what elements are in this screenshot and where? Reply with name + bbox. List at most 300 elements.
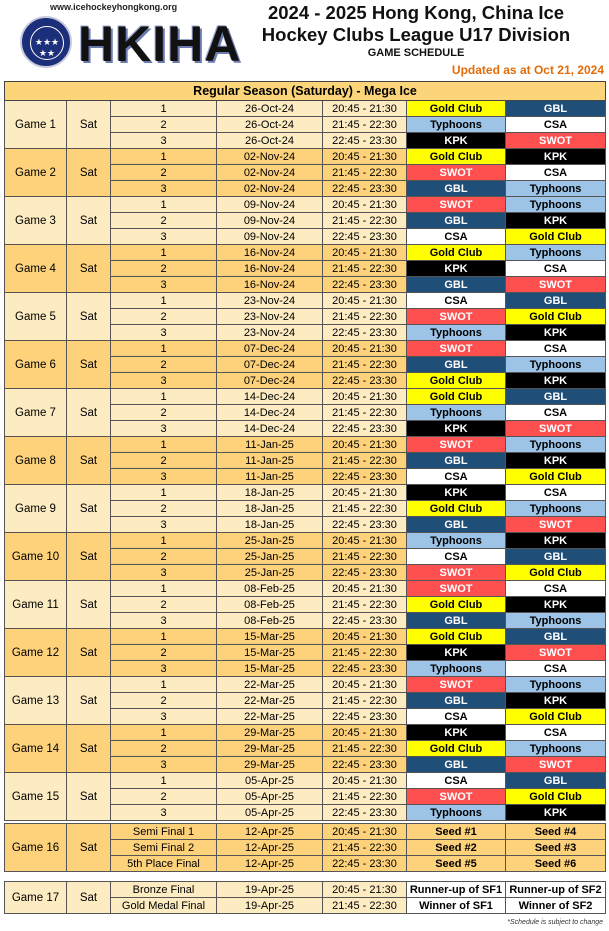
match-date: 08-Feb-25	[217, 581, 323, 597]
finals-table	[4, 881, 606, 914]
table-row	[5, 149, 606, 165]
game-label: Game 3	[5, 197, 67, 245]
table-row	[5, 677, 606, 693]
match-number: 3	[111, 469, 217, 485]
match-time: 21:45 - 22:30	[323, 213, 407, 229]
match-time: 22:45 - 23:30	[323, 133, 407, 149]
match-date: 22-Mar-25	[217, 693, 323, 709]
game-label: Game 14	[5, 725, 67, 773]
game-day: Sat	[67, 725, 111, 773]
away-team: Typhoons	[506, 677, 606, 693]
logo-wordmark: HKIHA	[78, 16, 242, 72]
game-label: Game 5	[5, 293, 67, 341]
match-number: 3	[111, 757, 217, 773]
match-date: 18-Jan-25	[217, 485, 323, 501]
match-time: 22:45 - 23:30	[323, 613, 407, 629]
match-number: 2	[111, 645, 217, 661]
match-number: 1	[111, 293, 217, 309]
game-label: Game 1	[5, 101, 67, 149]
away-team: SWOT	[506, 517, 606, 533]
match-date: 11-Jan-25	[217, 437, 323, 453]
match-number: 3	[111, 661, 217, 677]
match-number: 3	[111, 613, 217, 629]
home-team: KPK	[407, 645, 506, 661]
away-team: Typhoons	[506, 437, 606, 453]
match-number: 2	[111, 261, 217, 277]
home-team: Gold Club	[407, 373, 506, 389]
header	[0, 0, 609, 80]
away-team: CSA	[506, 661, 606, 677]
home-team: Typhoons	[407, 805, 506, 821]
match-number: 3	[111, 181, 217, 197]
match-date: 09-Nov-24	[217, 213, 323, 229]
match-number: 1	[111, 101, 217, 117]
home-team: SWOT	[407, 197, 506, 213]
game-label: Game 8	[5, 437, 67, 485]
home-team: Gold Club	[407, 389, 506, 405]
game-day: Sat	[67, 389, 111, 437]
away-team: KPK	[506, 597, 606, 613]
table-row	[5, 824, 606, 840]
match-time: 22:45 - 23:30	[323, 856, 407, 872]
match-date: 16-Nov-24	[217, 261, 323, 277]
match-time: 20:45 - 21:30	[323, 882, 407, 898]
match-time: 22:45 - 23:30	[323, 229, 407, 245]
match-date: 25-Jan-25	[217, 533, 323, 549]
table-row	[5, 533, 606, 549]
match-time: 20:45 - 21:30	[323, 677, 407, 693]
home-team: CSA	[407, 469, 506, 485]
match-time: 22:45 - 23:30	[323, 565, 407, 581]
match-date: 05-Apr-25	[217, 805, 323, 821]
home-team: Seed #1	[407, 824, 506, 840]
match-number: 3	[111, 421, 217, 437]
game-day: Sat	[67, 245, 111, 293]
home-team: SWOT	[407, 581, 506, 597]
home-team: SWOT	[407, 789, 506, 805]
away-team: KPK	[506, 325, 606, 341]
match-time: 22:45 - 23:30	[323, 661, 407, 677]
game-day: Sat	[67, 293, 111, 341]
regular-season-table	[4, 81, 606, 821]
match-number: 3	[111, 709, 217, 725]
match-number: Gold Medal Final	[111, 898, 217, 914]
game-label: Game 11	[5, 581, 67, 629]
away-team: CSA	[506, 725, 606, 741]
match-date: 23-Nov-24	[217, 325, 323, 341]
match-time: 21:45 - 22:30	[323, 309, 407, 325]
match-date: 23-Nov-24	[217, 309, 323, 325]
match-time: 22:45 - 23:30	[323, 421, 407, 437]
match-time: 21:45 - 22:30	[323, 789, 407, 805]
away-team: CSA	[506, 485, 606, 501]
away-team: GBL	[506, 773, 606, 789]
home-team: SWOT	[407, 677, 506, 693]
away-team: GBL	[506, 549, 606, 565]
table-row	[5, 629, 606, 645]
game-day: Sat	[67, 581, 111, 629]
match-time: 21:45 - 22:30	[323, 693, 407, 709]
home-team: Typhoons	[407, 533, 506, 549]
match-time: 21:45 - 22:30	[323, 741, 407, 757]
game-day: Sat	[67, 533, 111, 581]
game-label: Game 2	[5, 149, 67, 197]
match-number: 1	[111, 437, 217, 453]
match-date: 18-Jan-25	[217, 517, 323, 533]
game-label: Game 9	[5, 485, 67, 533]
match-number: 2	[111, 549, 217, 565]
match-date: 22-Mar-25	[217, 709, 323, 725]
away-team: SWOT	[506, 421, 606, 437]
match-time: 21:45 - 22:30	[323, 840, 407, 856]
game-day: Sat	[67, 485, 111, 533]
away-team: Typhoons	[506, 245, 606, 261]
away-team: Gold Club	[506, 309, 606, 325]
home-team: KPK	[407, 725, 506, 741]
home-team: GBL	[407, 757, 506, 773]
home-team: Typhoons	[407, 325, 506, 341]
away-team: Gold Club	[506, 789, 606, 805]
footnote: *Schedule is subject to change	[507, 919, 603, 926]
match-date: 02-Nov-24	[217, 181, 323, 197]
home-team: GBL	[407, 517, 506, 533]
match-number: 3	[111, 565, 217, 581]
match-date: 11-Jan-25	[217, 453, 323, 469]
match-time: 21:45 - 22:30	[323, 645, 407, 661]
match-date: 07-Dec-24	[217, 341, 323, 357]
section-title: Regular Season (Saturday) - Mega Ice	[5, 82, 606, 101]
match-number: 2	[111, 453, 217, 469]
match-date: 05-Apr-25	[217, 773, 323, 789]
away-team: GBL	[506, 629, 606, 645]
home-team: Gold Club	[407, 629, 506, 645]
match-number: 1	[111, 485, 217, 501]
emblem-icon: ★★★ ★★	[20, 16, 72, 68]
match-time: 21:45 - 22:30	[323, 117, 407, 133]
home-team: SWOT	[407, 309, 506, 325]
match-number: 3	[111, 277, 217, 293]
home-team: CSA	[407, 549, 506, 565]
match-time: 20:45 - 21:30	[323, 773, 407, 789]
away-team: Typhoons	[506, 357, 606, 373]
match-date: 12-Apr-25	[217, 840, 323, 856]
game-day: Sat	[67, 824, 111, 872]
match-number: Bronze Final	[111, 882, 217, 898]
match-time: 22:45 - 23:30	[323, 757, 407, 773]
match-number: 2	[111, 501, 217, 517]
match-number: 1	[111, 389, 217, 405]
match-number: 3	[111, 373, 217, 389]
page-subtitle: GAME SCHEDULE	[367, 47, 465, 59]
match-time: 21:45 - 22:30	[323, 549, 407, 565]
match-date: 15-Mar-25	[217, 661, 323, 677]
away-team: Typhoons	[506, 741, 606, 757]
away-team: SWOT	[506, 645, 606, 661]
match-number: 1	[111, 197, 217, 213]
website-url: www.icehockeyhongkong.org	[50, 2, 178, 12]
hkiha-logo	[8, 2, 242, 76]
match-date: 18-Jan-25	[217, 501, 323, 517]
match-date: 26-Oct-24	[217, 101, 323, 117]
match-time: 20:45 - 21:30	[323, 629, 407, 645]
match-time: 20:45 - 21:30	[323, 341, 407, 357]
home-team: Seed #2	[407, 840, 506, 856]
away-team: Typhoons	[506, 613, 606, 629]
home-team: Gold Club	[407, 101, 506, 117]
match-date: 29-Mar-25	[217, 741, 323, 757]
away-team: CSA	[506, 117, 606, 133]
away-team: Winner of SF2	[506, 898, 606, 914]
match-number: 1	[111, 725, 217, 741]
away-team: KPK	[506, 213, 606, 229]
match-date: 07-Dec-24	[217, 357, 323, 373]
home-team: SWOT	[407, 165, 506, 181]
playoff-table	[4, 823, 606, 872]
home-team: Gold Club	[407, 741, 506, 757]
match-date: 16-Nov-24	[217, 245, 323, 261]
match-number: 2	[111, 117, 217, 133]
game-day: Sat	[67, 149, 111, 197]
away-team: Gold Club	[506, 565, 606, 581]
match-time: 22:45 - 23:30	[323, 325, 407, 341]
game-day: Sat	[67, 437, 111, 485]
match-number: 1	[111, 629, 217, 645]
table-row	[5, 341, 606, 357]
match-date: 25-Jan-25	[217, 565, 323, 581]
match-date: 02-Nov-24	[217, 165, 323, 181]
match-time: 21:45 - 22:30	[323, 405, 407, 421]
match-number: 5th Place Final	[111, 856, 217, 872]
match-date: 12-Apr-25	[217, 824, 323, 840]
away-team: KPK	[506, 533, 606, 549]
match-time: 20:45 - 21:30	[323, 101, 407, 117]
table-row	[5, 437, 606, 453]
match-number: 2	[111, 693, 217, 709]
away-team: Seed #6	[506, 856, 606, 872]
match-date: 14-Dec-24	[217, 421, 323, 437]
away-team: CSA	[506, 261, 606, 277]
match-time: 21:45 - 22:30	[323, 261, 407, 277]
home-team: KPK	[407, 261, 506, 277]
match-time: 22:45 - 23:30	[323, 181, 407, 197]
away-team: Gold Club	[506, 229, 606, 245]
game-day: Sat	[67, 773, 111, 821]
away-team: CSA	[506, 341, 606, 357]
home-team: GBL	[407, 693, 506, 709]
game-label: Game 4	[5, 245, 67, 293]
match-date: 25-Jan-25	[217, 549, 323, 565]
match-date: 29-Mar-25	[217, 725, 323, 741]
match-time: 20:45 - 21:30	[323, 581, 407, 597]
home-team: Seed #5	[407, 856, 506, 872]
table-row	[5, 485, 606, 501]
away-team: CSA	[506, 405, 606, 421]
match-number: Semi Final 1	[111, 824, 217, 840]
match-time: 22:45 - 23:30	[323, 373, 407, 389]
match-number: 3	[111, 325, 217, 341]
match-time: 20:45 - 21:30	[323, 245, 407, 261]
home-team: Typhoons	[407, 405, 506, 421]
table-row	[5, 293, 606, 309]
home-team: CSA	[407, 293, 506, 309]
match-number: 2	[111, 789, 217, 805]
match-time: 22:45 - 23:30	[323, 805, 407, 821]
match-number: 1	[111, 533, 217, 549]
match-number: 1	[111, 149, 217, 165]
home-team: Typhoons	[407, 117, 506, 133]
home-team: KPK	[407, 421, 506, 437]
match-date: 05-Apr-25	[217, 789, 323, 805]
home-team: Typhoons	[407, 661, 506, 677]
home-team: SWOT	[407, 565, 506, 581]
updated-date: Updated as at Oct 21, 2024	[451, 63, 604, 77]
table-row	[5, 245, 606, 261]
match-number: 2	[111, 357, 217, 373]
match-time: 21:45 - 22:30	[323, 898, 407, 914]
match-date: 22-Mar-25	[217, 677, 323, 693]
game-label: Game 6	[5, 341, 67, 389]
match-number: Semi Final 2	[111, 840, 217, 856]
away-team: Gold Club	[506, 469, 606, 485]
match-time: 20:45 - 21:30	[323, 485, 407, 501]
game-label: Game 13	[5, 677, 67, 725]
match-number: 2	[111, 213, 217, 229]
home-team: Winner of SF1	[407, 898, 506, 914]
away-team: Seed #3	[506, 840, 606, 856]
away-team: Gold Club	[506, 709, 606, 725]
match-number: 1	[111, 341, 217, 357]
home-team: Gold Club	[407, 597, 506, 613]
away-team: KPK	[506, 149, 606, 165]
game-day: Sat	[67, 101, 111, 149]
match-date: 12-Apr-25	[217, 856, 323, 872]
match-number: 3	[111, 229, 217, 245]
home-team: GBL	[407, 181, 506, 197]
section-header-row	[5, 82, 606, 101]
match-time: 20:45 - 21:30	[323, 533, 407, 549]
away-team: GBL	[506, 101, 606, 117]
match-time: 22:45 - 23:30	[323, 517, 407, 533]
home-team: GBL	[407, 453, 506, 469]
home-team: CSA	[407, 709, 506, 725]
game-day: Sat	[67, 629, 111, 677]
home-team: SWOT	[407, 341, 506, 357]
game-day: Sat	[67, 882, 111, 914]
away-team: KPK	[506, 693, 606, 709]
match-date: 02-Nov-24	[217, 149, 323, 165]
away-team: SWOT	[506, 277, 606, 293]
table-row	[5, 581, 606, 597]
match-time: 20:45 - 21:30	[323, 293, 407, 309]
match-time: 20:45 - 21:30	[323, 389, 407, 405]
away-team: CSA	[506, 165, 606, 181]
home-team: Gold Club	[407, 245, 506, 261]
match-date: 09-Nov-24	[217, 197, 323, 213]
game-day: Sat	[67, 341, 111, 389]
table-row	[5, 882, 606, 898]
match-date: 16-Nov-24	[217, 277, 323, 293]
match-date: 14-Dec-24	[217, 405, 323, 421]
away-team: SWOT	[506, 133, 606, 149]
match-time: 20:45 - 21:30	[323, 149, 407, 165]
table-row	[5, 773, 606, 789]
away-team: Runner-up of SF2	[506, 882, 606, 898]
match-time: 21:45 - 22:30	[323, 597, 407, 613]
match-time: 20:45 - 21:30	[323, 824, 407, 840]
match-date: 19-Apr-25	[217, 898, 323, 914]
match-number: 2	[111, 165, 217, 181]
match-time: 21:45 - 22:30	[323, 501, 407, 517]
home-team: SWOT	[407, 437, 506, 453]
match-time: 22:45 - 23:30	[323, 469, 407, 485]
match-date: 26-Oct-24	[217, 133, 323, 149]
match-date: 23-Nov-24	[217, 293, 323, 309]
away-team: Typhoons	[506, 181, 606, 197]
away-team: KPK	[506, 805, 606, 821]
away-team: Typhoons	[506, 501, 606, 517]
home-team: CSA	[407, 773, 506, 789]
match-time: 20:45 - 21:30	[323, 725, 407, 741]
home-team: GBL	[407, 213, 506, 229]
match-number: 1	[111, 581, 217, 597]
match-number: 3	[111, 805, 217, 821]
game-label: Game 17	[5, 882, 67, 914]
home-team: GBL	[407, 277, 506, 293]
away-team: KPK	[506, 453, 606, 469]
match-time: 21:45 - 22:30	[323, 165, 407, 181]
home-team: KPK	[407, 485, 506, 501]
table-row	[5, 389, 606, 405]
table-row	[5, 197, 606, 213]
home-team: GBL	[407, 357, 506, 373]
away-team: KPK	[506, 373, 606, 389]
away-team: CSA	[506, 581, 606, 597]
match-date: 08-Feb-25	[217, 597, 323, 613]
match-number: 1	[111, 773, 217, 789]
match-date: 14-Dec-24	[217, 389, 323, 405]
away-team: Typhoons	[506, 197, 606, 213]
match-time: 21:45 - 22:30	[323, 357, 407, 373]
match-date: 26-Oct-24	[217, 117, 323, 133]
away-team: Seed #4	[506, 824, 606, 840]
game-label: Game 16	[5, 824, 67, 872]
match-time: 20:45 - 21:30	[323, 437, 407, 453]
match-number: 2	[111, 741, 217, 757]
home-team: Gold Club	[407, 501, 506, 517]
match-number: 3	[111, 133, 217, 149]
game-label: Game 15	[5, 773, 67, 821]
game-label: Game 7	[5, 389, 67, 437]
away-team: SWOT	[506, 757, 606, 773]
away-team: GBL	[506, 293, 606, 309]
away-team: GBL	[506, 389, 606, 405]
home-team: Runner-up of SF1	[407, 882, 506, 898]
match-date: 15-Mar-25	[217, 629, 323, 645]
match-number: 1	[111, 677, 217, 693]
match-number: 2	[111, 405, 217, 421]
home-team: KPK	[407, 133, 506, 149]
match-date: 15-Mar-25	[217, 645, 323, 661]
match-date: 19-Apr-25	[217, 882, 323, 898]
match-date: 09-Nov-24	[217, 229, 323, 245]
table-row	[5, 725, 606, 741]
game-day: Sat	[67, 677, 111, 725]
match-date: 07-Dec-24	[217, 373, 323, 389]
page-title: 2024 - 2025 Hong Kong, China Ice Hockey Clubs League U17 Division	[261, 2, 571, 45]
match-number: 2	[111, 309, 217, 325]
match-date: 08-Feb-25	[217, 613, 323, 629]
match-date: 29-Mar-25	[217, 757, 323, 773]
